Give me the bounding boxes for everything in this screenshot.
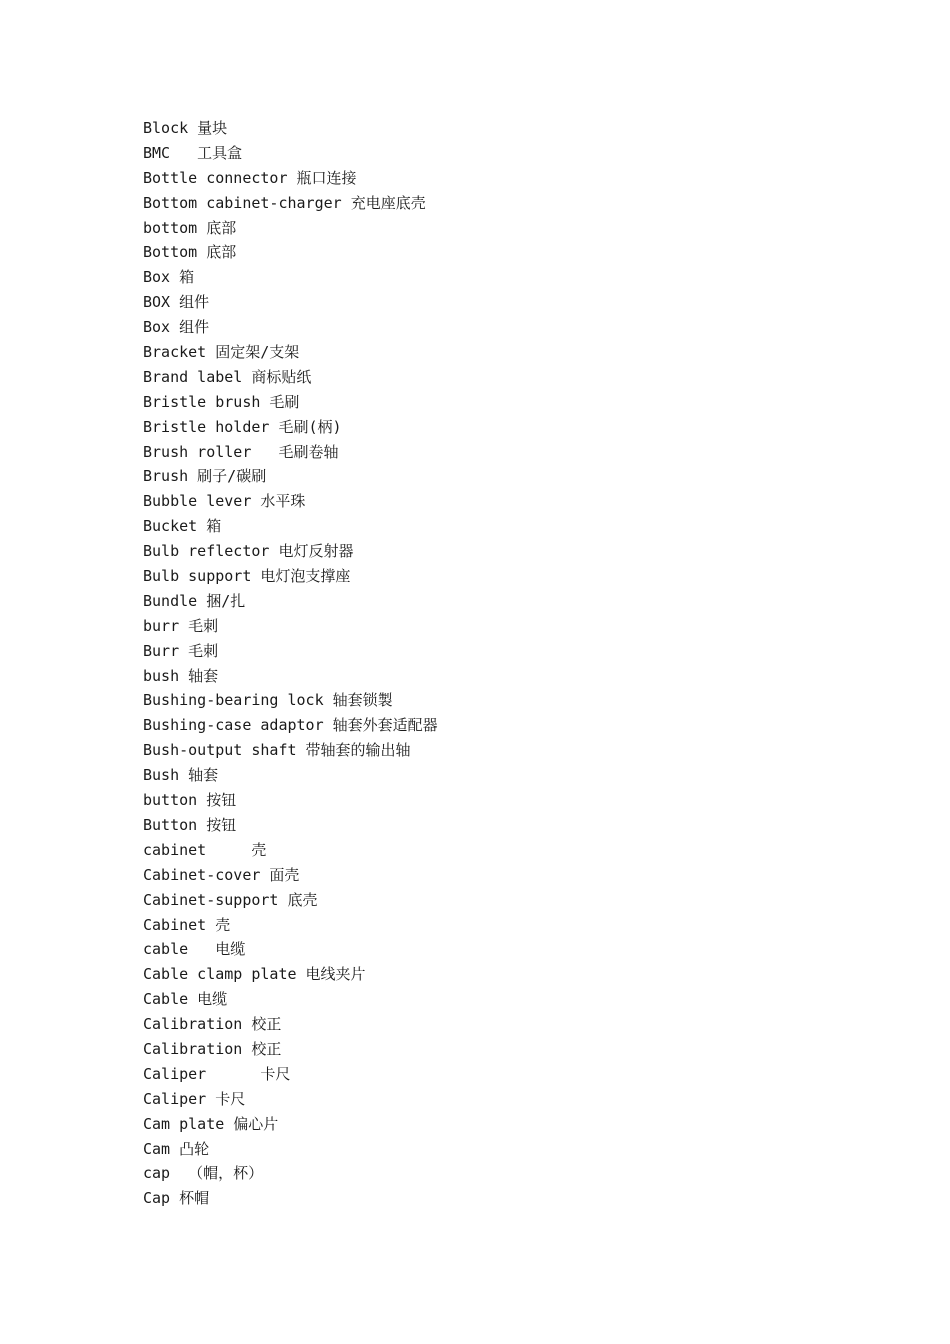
glossary-entry: Brand label 商标贴纸 — [143, 367, 312, 386]
glossary-entry: Bristle holder 毛刷(柄) — [143, 417, 342, 436]
glossary-entry: Cap 杯帽 — [143, 1189, 210, 1208]
glossary-entry: Bush-output shaft 带轴套的输出轴 — [143, 741, 411, 760]
glossary-entry: Bristle brush 毛刷 — [143, 392, 300, 411]
glossary-entry: Bulb support 电灯泡支撑座 — [143, 567, 351, 586]
glossary-entry: Cam 凸轮 — [143, 1139, 210, 1158]
glossary-entry: Burr 毛刺 — [143, 641, 219, 660]
glossary-entry: cap （帽，杯） — [143, 1164, 264, 1183]
glossary-entry: Cable 电缆 — [143, 990, 228, 1009]
glossary-entry: Bottle connector 瓶口连接 — [143, 168, 357, 187]
glossary-entry: Bushing-bearing lock 轴套锁製 — [143, 691, 393, 710]
glossary-entry: Bracket 固定架/支架 — [143, 343, 300, 362]
glossary-entry: BOX 组件 — [143, 293, 210, 312]
glossary-entry: Cabinet 壳 — [143, 915, 231, 934]
glossary-entry: Bush 轴套 — [143, 766, 219, 785]
glossary-entry: Calibration 校正 — [143, 1015, 282, 1034]
glossary-entry: Bundle 捆/扎 — [143, 591, 246, 610]
glossary-entry: Bulb reflector 电灯反射器 — [143, 542, 354, 561]
glossary-entry: Cabinet-cover 面壳 — [143, 865, 300, 884]
glossary-entry: Bottom cabinet-charger 充电座底壳 — [143, 193, 426, 212]
glossary-entry: Button 按钮 — [143, 815, 237, 834]
glossary-entry: Cam plate 偏心片 — [143, 1114, 279, 1133]
glossary-entry: bottom 底部 — [143, 218, 237, 237]
glossary-entry: button 按钮 — [143, 791, 237, 810]
glossary-entry: Calibration 校正 — [143, 1039, 282, 1058]
glossary-entry: Box 箱 — [143, 268, 195, 287]
glossary-entry: cable 电缆 — [143, 940, 246, 959]
glossary-entry: cabinet 壳 — [143, 840, 267, 859]
glossary-entry: Bushing-case adaptor 轴套外套适配器 — [143, 716, 438, 735]
glossary-entry: burr 毛刺 — [143, 616, 219, 635]
glossary-entry: Cable clamp plate 电线夹片 — [143, 965, 366, 984]
glossary-entry: Bottom 底部 — [143, 243, 237, 262]
glossary-entry: Cabinet-support 底壳 — [143, 890, 318, 909]
glossary-entry: Caliper 卡尺 — [143, 1089, 246, 1108]
glossary-entry: Caliper 卡尺 — [143, 1064, 291, 1083]
glossary-entry: Box 组件 — [143, 318, 210, 337]
glossary-entry: Block 量块 — [143, 119, 228, 137]
glossary-entry: Bubble lever 水平珠 — [143, 492, 306, 511]
glossary-entry: Brush 刷子/碳刷 — [143, 467, 267, 486]
glossary-list — [143, 116, 438, 1211]
glossary-entry: BMC 工具盒 — [143, 143, 243, 162]
glossary-entry: bush 轴套 — [143, 666, 219, 685]
glossary-entry: Bucket 箱 — [143, 517, 222, 536]
glossary-entry: Brush roller 毛刷卷轴 — [143, 442, 339, 461]
